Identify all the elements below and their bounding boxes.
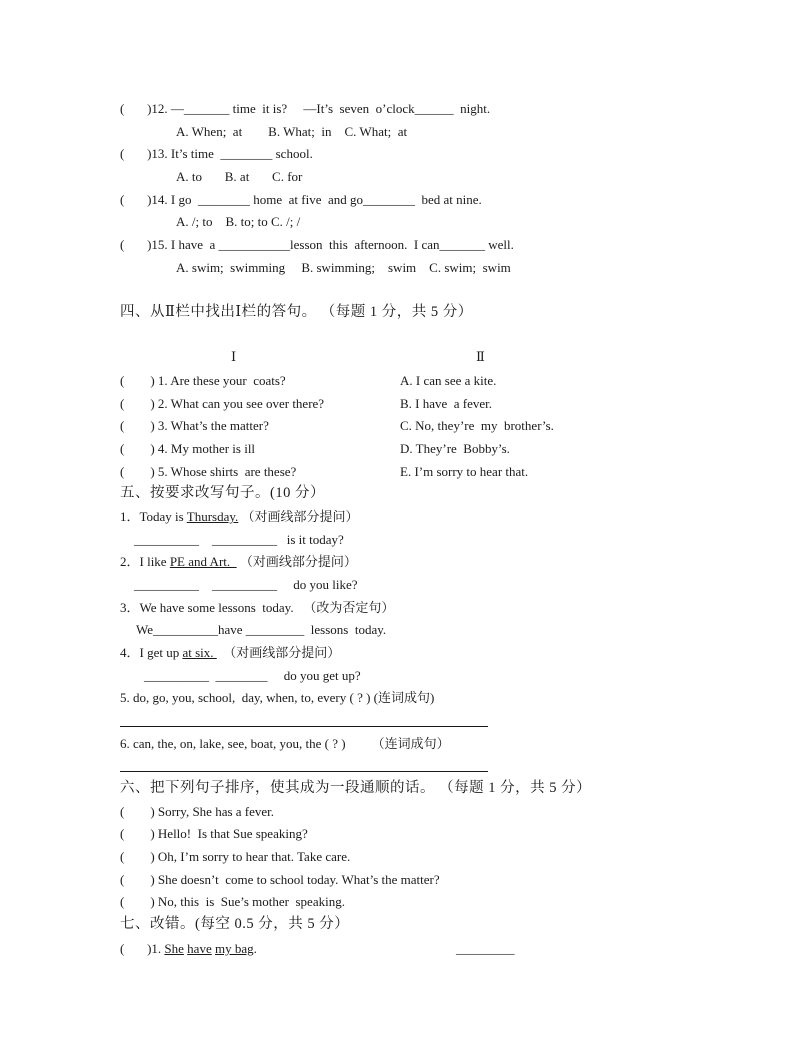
question-14: ( )14. I go ________ home at five and go________ bed at nine. (120, 192, 482, 207)
correction-word-3: my bag (214, 941, 254, 956)
question-13-options: A. to B. at C. for (176, 169, 303, 184)
answer-line-q5 (120, 726, 488, 727)
match-right-b: B. I have a fever. (400, 396, 493, 411)
rewrite-q4 (120, 644, 340, 662)
match-left-2: ( ) 2. What can you see over there? (120, 396, 325, 411)
order-item-1: ( ) Sorry, She has a fever. (120, 804, 275, 819)
section-5-heading: 五、按要求改写句子。(10 分） (120, 485, 325, 501)
match-left-3: ( ) 3. What’s the matter? (120, 418, 269, 433)
section-4-heading: 四、从Ⅱ栏中找出Ⅰ栏的答句。 （每题 1 分，共 5 分） (120, 304, 473, 320)
match-left-5: ( ) 5. Whose shirts are these? (120, 464, 297, 479)
correction-word-1: She (164, 941, 184, 956)
order-item-2: ( ) Hello! Is that Sue speaking? (120, 826, 308, 841)
rewrite-q2-instruction: （对画线部分提问） (236, 554, 357, 569)
rewrite-q1-instruction: （对画线部分提问） (238, 509, 359, 524)
rewrite-q3: 3．We have some lessons today. （改为否定句） (120, 600, 395, 615)
rewrite-q2-answer: __________ __________ do you like? (134, 577, 358, 592)
order-item-5: ( ) No, this is Sue’s mother speaking. (120, 894, 345, 909)
order-item-3: ( ) Oh, I’m sorry to hear that. Take care. (120, 849, 351, 864)
rewrite-q1-underlined: Thursday. (186, 509, 239, 524)
match-right-e: E. I’m sorry to hear that. (400, 464, 529, 479)
match-right-a: A. I can see a kite. (400, 373, 497, 388)
column-2-header: Ⅱ (476, 349, 485, 364)
correction-answer-blank: _________ (456, 941, 515, 956)
match-right-d: D. They’re Bobby’s. (400, 441, 510, 456)
rewrite-q4-underlined: at six. (182, 645, 217, 660)
match-left-4: ( ) 4. My mother is ill (120, 441, 256, 456)
match-left-1: ( ) 1. Are these your coats? (120, 373, 286, 388)
rewrite-q2 (120, 553, 357, 571)
match-right-c: C. No, they’re my brother’s. (400, 418, 554, 433)
rewrite-q5: 5. do, go, you, school, day, when, to, every ( ? ) (连词成句) (120, 690, 435, 705)
question-13: ( )13. It’s time ________ school. (120, 146, 313, 161)
correction-q1-prefix: ( )1. (120, 941, 165, 956)
rewrite-q3-answer: We__________have _________ lessons today. (136, 622, 387, 637)
rewrite-q4-answer: __________ ________ do you get up? (144, 668, 361, 683)
question-15-options: A. swim; swimming B. swimming; swim C. swim; swim (176, 260, 511, 275)
section-7-heading: 七、改错。(每空 0.5 分，共 5 分） (120, 916, 350, 932)
rewrite-q4-prefix: 4．I get up (120, 645, 183, 660)
question-12: ( )12. —_______ time it is? —It’s seven o’clock______ night. (120, 101, 491, 116)
correction-q1 (120, 940, 257, 958)
rewrite-q6: 6. can, the, on, lake, see, boat, you, the ( ? ) （连词成句） (120, 736, 450, 751)
rewrite-q1 (120, 508, 359, 526)
answer-line-q6 (120, 771, 488, 772)
rewrite-q4-instruction: （对画线部分提问） (216, 645, 341, 660)
rewrite-q1-answer: __________ __________ is it today? (134, 532, 344, 547)
question-15: ( )15. I have a ___________lesson this afternoon. I can_______ well. (120, 237, 514, 252)
rewrite-q1-prefix: 1．Today is (120, 509, 187, 524)
question-12-options: A. When; at B. What; in C. What; at (176, 124, 408, 139)
correction-word-2: have (187, 941, 212, 956)
question-14-options: A. /; to B. to; to C. /; / (176, 214, 301, 229)
correction-q1-end: . (253, 941, 257, 956)
rewrite-q2-underlined: PE and Art. (169, 554, 237, 569)
rewrite-q2-prefix: 2．I like (120, 554, 170, 569)
section-6-heading: 六、把下列句子排序，使其成为一段通顺的话。 （每题 1 分，共 5 分） (120, 780, 592, 796)
column-1-header: Ⅰ (231, 349, 237, 364)
order-item-4: ( ) She doesn’t come to school today. What’s the matter? (120, 872, 440, 887)
